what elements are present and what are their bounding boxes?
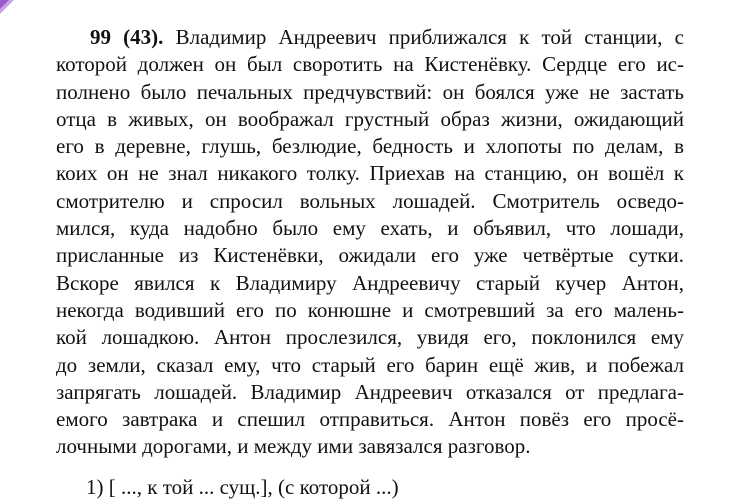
sentence-scheme-partial: 1) [ ..., к той ... сущ.], (с которой ...) <box>86 475 399 499</box>
exercise-number: 99 (43). <box>90 25 164 49</box>
text-line <box>56 24 684 51</box>
text-line: Вскоре явился к Владимиру Андреевичу старый кучер Антон, <box>56 270 684 295</box>
text-line: до земли, сказал ему, что старый его барин ещё жив, и побежал <box>56 352 684 377</box>
text-line: мился, куда надобно было ему ехать, и объявил, что лошади, <box>56 216 684 241</box>
text-line: его в деревне, глушь, безлюдие, бедность и хлопоты по делам, в <box>56 134 684 159</box>
line-text: Владимир Андреевич приближался к той станции, с <box>175 25 685 49</box>
exercise-text <box>56 24 684 461</box>
corner-marker-icon <box>0 0 14 16</box>
text-line: присланные из Кистенёвки, ожидали его уже четвёртые сутки. <box>56 243 684 268</box>
text-line: запрягать лошадей. Владимир Андреевич отказался от предлага- <box>56 379 684 404</box>
text-line: кой лошадкою. Антон прослезился, увидя его, поклонился ему <box>56 325 684 350</box>
text-line: емого завтрака и спешил отправиться. Антон повёз его просё- <box>56 407 684 432</box>
text-line: отца в живых, он воображал грустный образ жизни, ожидающий <box>56 106 684 131</box>
text-line: лочными дорогами, и между ими завязался разговор. <box>56 434 531 459</box>
text-line: которой должен он был своротить на Кистенёвку. Сердце его ис- <box>56 52 684 77</box>
text-line: некогда водивший его по конюшне и смотревший за его малень- <box>56 297 684 322</box>
text-line: полнено было печальных предчувствий: он боялся уже не застать <box>56 79 684 104</box>
text-line: смотрителю и спросил вольных лошадей. Смотритель осведо- <box>56 188 684 213</box>
text-line: коих он не знал никакого толку. Приехав на станцию, он вошёл к <box>56 161 684 186</box>
